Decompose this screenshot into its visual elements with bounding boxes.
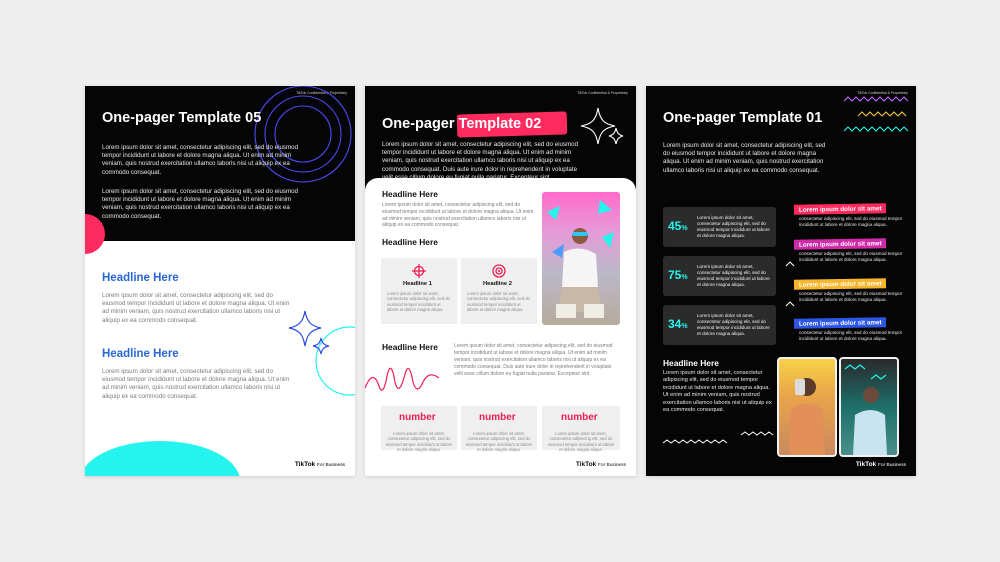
headline-mid: Headline Here	[382, 237, 438, 247]
template-02-page	[365, 86, 636, 476]
headline-top: Headline Here	[382, 189, 438, 199]
template-01-page	[646, 86, 916, 476]
stat-text-3: Lorem ipsum dolor sit amet, consectetur adipiscing elit, sed do eiusmod tempor incididunt ut labore et dolore magna aliqua.	[697, 313, 770, 336]
photo-illustration-2	[841, 359, 897, 455]
photo-person-1	[777, 357, 837, 457]
photo-illustration-1	[779, 359, 835, 455]
tag-4-text: consectetur adipiscing elit, sed do eiusmod tempor incididunt ut labore et dolore magna aliqua.	[799, 330, 903, 341]
footer-brand: TikTok	[855, 461, 877, 468]
person-photo	[542, 192, 620, 325]
page-title: One-pager Template 05	[102, 110, 262, 126]
number-1-body: Lorem ipsum dolor sit amet, consectetur adipiscing elit, sed do eiusmod tempor incididunt ut labore et dolore magna aliqua.	[385, 431, 453, 453]
photo-illustration	[542, 192, 620, 325]
tag-2: Lorem ipsum dolor sit amet	[794, 238, 886, 250]
headline-2-body: Lorem ipsum dolor sit amet, consectetur adipiscing elit, sed do eiusmod tempor incididunt ut labore et dolore magna aliqua. Ut enim ad minim veniam, quis nostrud exercitation ullamco laboris nisi ut aliquip ex ea commodo consequat.	[102, 368, 290, 400]
number-3-body: Lorem ipsum dolor sit amet, consectetur adipiscing elit, sed do eiusmod tempor incididunt ut labore et dolore magna aliqua.	[547, 431, 615, 453]
card-1-title: Headline 1	[403, 281, 432, 287]
crosshair-icon	[412, 264, 426, 278]
headline-1-body: Lorem ipsum dolor sit amet, consectetur adipiscing elit, sed do eiusmod tempor incididunt ut labore et dolore magna aliqua. Ut enim ad minim veniam, quis nostrud exercitation ullamco laboris nisi ut aliquip ex ea commodo consequat.	[102, 292, 290, 324]
tag-3: Lorem ipsum dolor sit amet	[794, 278, 886, 290]
confidential-label: TikTok Confidential & Proprietary	[577, 91, 628, 95]
template-05-page	[85, 86, 355, 476]
stat-card-2	[663, 256, 776, 296]
number-card-1	[381, 406, 457, 453]
stat-text-2: Lorem ipsum dolor sit amet, consectetur adipiscing elit, sed do eiusmod tempor incididunt ut labore et dolore magna aliqua.	[697, 264, 770, 287]
card-2-title: Headline 2	[483, 281, 512, 287]
footer-brand: TikTok	[575, 461, 597, 468]
feature-card-1	[381, 258, 457, 324]
tiktok-business-logo	[576, 461, 626, 468]
headline-bottom-body: Lorem ipsum dolor sit amet, consectetur adipiscing elit, sed do eiusmod tempor incididunt ut labore et dolore magna aliqua. Ut enim ad minim veniam, quis nostrud exercitation ullamco laboris nisi ut aliquip ex ea commodo consequat. Duis aute irure dolor in reprehenderit in voluptate velit esse cillum dolore eu fugiat nulla pariatur. Excepteur sint.	[454, 343, 613, 377]
number-1: number	[399, 412, 436, 423]
confidential-label: TikTok Confidential & Proprietary	[857, 91, 908, 95]
number-3: number	[561, 412, 598, 423]
number-card-2	[461, 406, 537, 453]
tag-3-text: consectetur adipiscing elit, sed do eiusmod tempor incididunt ut labore et dolore magna aliqua.	[799, 291, 903, 302]
photo-person-2	[839, 357, 899, 457]
stat-value-2: 75%	[668, 268, 688, 282]
headline-top-body: Lorem ipsum dolor sit amet, consectetur adipiscing elit, sed do eiusmod tempor incididunt ut labore et dolore magna aliqua. Ut enim ad minim veniam, quis nostrud exercitation ullamco laboris nisi ut aliquip ex ea commodo consequat.	[382, 202, 534, 229]
page-title: One-pager Template 01	[663, 110, 823, 126]
footer-sub: For Business	[878, 463, 906, 468]
stat-value-1: 45%	[668, 219, 688, 233]
card-2-body: Lorem ipsum dolor sit amet, consectetur adipiscing elit, sed do eiusmod tempor incididunt ut labore et dolore magna aliqua.	[467, 291, 530, 313]
card-1-body: Lorem ipsum dolor sit amet, consectetur adipiscing elit, sed do eiusmod tempor incididunt ut labore et dolore magna aliqua.	[387, 291, 450, 313]
number-2-body: Lorem ipsum dolor sit amet, consectetur adipiscing elit, sed do eiusmod tempor incididunt ut labore et dolore magna aliqua.	[465, 431, 533, 453]
headline-2: Headline Here	[102, 348, 179, 360]
number-card-3	[542, 406, 620, 453]
feature-card-2	[461, 258, 537, 324]
stat-text-1: Lorem ipsum dolor sit amet, consectetur adipiscing elit, sed do eiusmod tempor incididunt ut labore et dolore magna aliqua.	[697, 215, 770, 238]
tiktok-business-logo	[856, 461, 906, 468]
target-icon	[492, 264, 506, 278]
page-title: One-pager Template 02	[382, 116, 542, 132]
footer-brand: TikTok	[294, 461, 316, 468]
tiktok-business-logo	[295, 461, 345, 468]
stat-card-3	[663, 305, 776, 345]
intro-paragraph: Lorem ipsum dolor sit amet, consectetur adipiscing elit, sed do eiusmod tempor incididunt ut labore et dolore magna aliqua. Ut enim ad minim veniam, quis nostrud exercitation ullamco laboris nisi ut aliquip ex ea commodo consequat.	[102, 144, 299, 176]
wave-squiggle	[365, 358, 445, 398]
headline-1: Headline Here	[102, 272, 179, 284]
tag-4: Lorem ipsum dolor sit amet	[794, 317, 886, 329]
second-paragraph: Lorem ipsum dolor sit amet, consectetur adipiscing elit, sed do eiusmod tempor incididunt ut labore et dolore magna aliqua. Ut enim ad minim veniam, quis nostrud exercitation ullamco laboris nisi ut aliquip ex ea commodo consequat.	[102, 188, 299, 220]
footer-sub: For Business	[598, 463, 626, 468]
headline-bottom: Headline Here	[382, 342, 438, 352]
stat-value-3: 34%	[668, 317, 688, 331]
stat-card-1	[663, 207, 776, 247]
confidential-label: TikTok Confidential & Proprietary	[296, 91, 347, 95]
intro-paragraph: Lorem ipsum dolor sit amet, consectetur adipiscing elit, sed do eiusmod tempor incididunt ut labore et dolore magna aliqua. Ut enim ad minim veniam, quis nostrud exercitation ullamco laboris nisi ut aliquip ex ea commodo consequat. Duis aute irure dolor in reprehenderit in voluptate	[382, 141, 579, 173]
intro-paragraph: Lorem ipsum dolor sit amet, consectetur adipiscing elit, sed do eiusmod tempor incididunt ut labore et dolore magna aliqua. Ut enim ad minim veniam, quis nostrud exercitation ullamco laboris nisi ut aliquip ex ea commodo consequat.	[663, 142, 826, 174]
headline-body: Lorem ipsum dolor sit amet, consectetur adipiscing elit, sed do eiusmod tempor incididunt ut labore et dolore magna aliqua. Ut enim ad minim veniam, quis nostrud exercitation ullamco laboris nisi ut aliquip ex ea commodo consequat.	[663, 370, 772, 414]
tag-1: Lorem ipsum dolor sit amet	[794, 203, 886, 215]
footer-sub: For Business	[317, 463, 345, 468]
number-2: number	[479, 412, 516, 423]
tag-2-text: consectetur adipiscing elit, sed do eiusmod tempor incididunt ut labore et dolore magna aliqua.	[799, 251, 903, 262]
headline: Headline Here	[663, 358, 719, 368]
tag-1-text: consectetur adipiscing elit, sed do eiusmod tempor incididunt ut labore et dolore magna aliqua.	[799, 216, 903, 227]
